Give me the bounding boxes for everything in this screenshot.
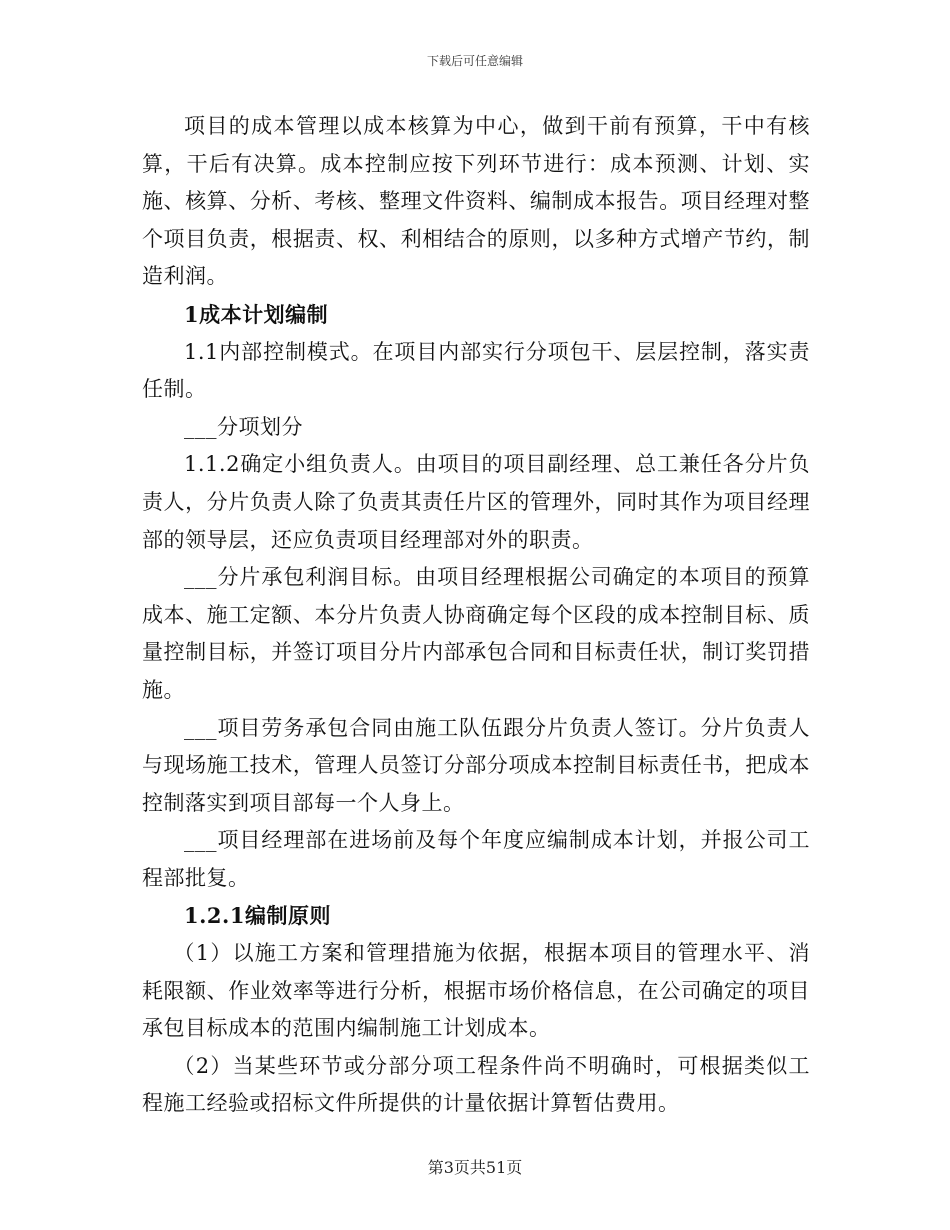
paragraph-subitem-division: ___分项划分 [184, 414, 303, 439]
page-header-note: 下载后可任意编辑 [426, 54, 523, 68]
intro-paragraph: 项目的成本管理以成本核算为中心，做到干前有预算，干中有核算，干后有决算。成本控制应按下列环节进行：成本预测、计划、实施、核算、分析、考核、整理文件资料、编制成本报告。项目经理对整个项目负责，根据责、权、利相结合的原则，以多种方式增产节约，制造利润。 [142, 114, 810, 289]
section-heading-1-2-1: 1.2.1编制原则 [184, 903, 331, 929]
section-heading-1: 1成本计划编制 [184, 301, 329, 327]
principle-item-1: （1）以施工方案和管理措施为依据，根据本项目的管理水平、消耗限额、作业效率等进行分析，根据市场价格信息，在公司确定的项目承包目标成本的范围内编制施工计划成本。 [142, 941, 810, 1041]
paragraph-labor-contract: ___项目劳务承包合同由施工队伍跟分片负责人签订。分片负责人与现场施工技术，管理人员签订分部分项成本控制目标责任书，把成本控制落实到项目部每一个人身上。 [142, 715, 810, 815]
paragraph-profit-target: ___分片承包利润目标。由项目经理根据公司确定的本项目的预算成本、施工定额、本分片负责人协商确定每个区段的成本控制目标、质量控制目标，并签订项目分片内部承包合同和目标责任状，制订奖罚措施。 [142, 565, 810, 702]
paragraph-1-1: 1.1内部控制模式。在项目内部实行分项包干、层层控制，落实责任制。 [142, 339, 810, 402]
paragraph-1-1-2: 1.1.2确定小组负责人。由项目的项目副经理、总工兼任各分片负责人，分片负责人除了负责其责任片区的管理外，同时其作为项目经理部的领导层，还应负责项目经理部对外的职责。 [142, 452, 810, 552]
page-number-footer: 第3页共51页 [427, 1158, 523, 1177]
document-body [142, 108, 810, 1123]
paragraph-cost-plan: ___项目经理部在进场前及每个年度应编制成本计划，并报公司工程部批复。 [142, 828, 810, 890]
principle-item-2: （2）当某些环节或分部分项工程条件尚不明确时，可根据类似工程施工经验或招标文件所提供的计量依据计算暂估费用。 [142, 1053, 810, 1116]
